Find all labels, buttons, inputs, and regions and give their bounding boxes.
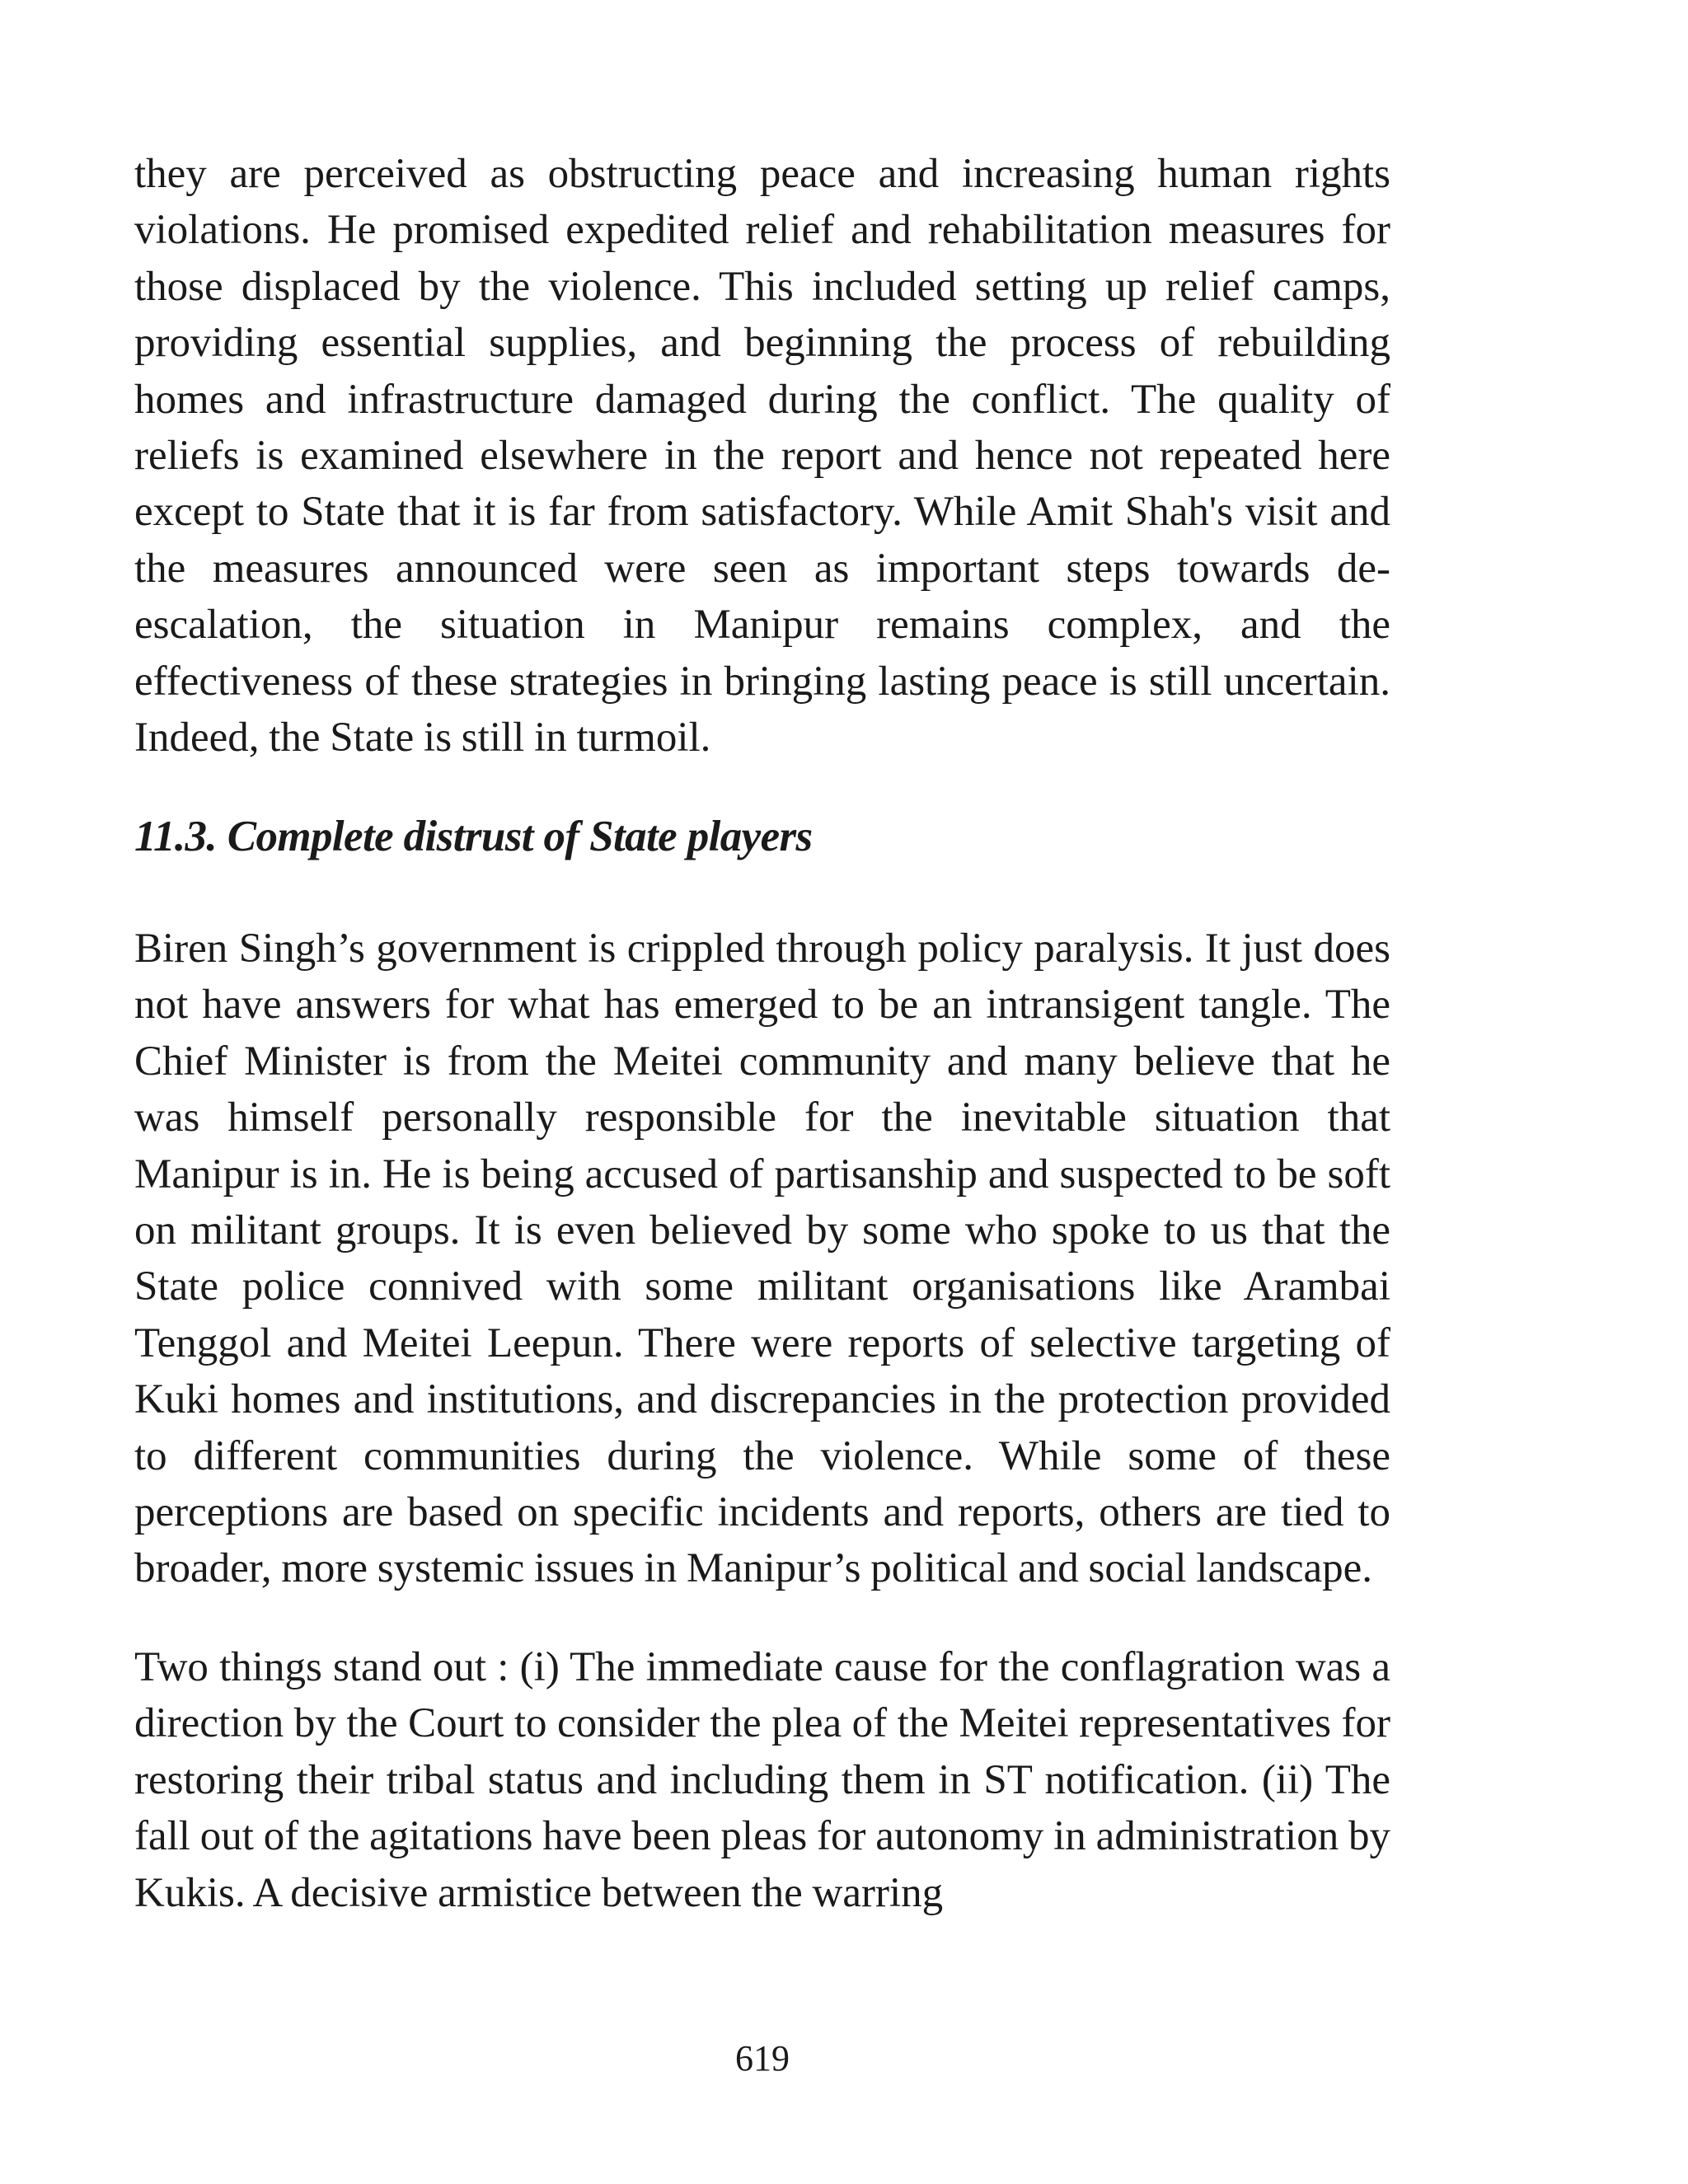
page-number: 619 — [735, 2038, 790, 2079]
section-heading: 11.3. Complete distrust of State players — [134, 813, 813, 860]
body-paragraph-biren-singh: Biren Singh’s government is crippled through policy paralysis. It just does not have answers for what has emerged to be an intransigent tangle. The Chief Minister is from the Meitei community and many believe that he was himself personally responsible for the inevitable situation that Manipur is in. He is being accused of partisanship and suspected to be soft on militant groups. It is even believed by some who spoke to us that the State police connived with some militant organisations like Arambai Tenggol and Meitei Leepun. There were reports of selective targeting of Kuki homes and institutions, and discrepancies in the protection provided to different communities during the violence. While some of these perceptions are based on specific incidents and reports, others are tied to broader, more systemic issues in Manipur’s political and social landscape. — [134, 926, 1390, 1592]
body-paragraph-two-things: Two things stand out : (i) The immediate cause for the conflagration was a direction by the Court to consider the plea of the Meitei representatives for restoring their tribal status and including them in ST notification. (ii) The fall out of the agitations have been pleas for autonomy in administration by Kukis. A decisive armistice between the warring — [134, 1644, 1390, 1916]
body-paragraph-intro: they are perceived as obstructing peace and increasing human rights violations. He promised expedited relief and rehabilitation measures for those displaced by the violence. This included setting up relief camps, providing essential supplies, and beginning the process of rebuilding homes and infrastructure damaged during the conflict. The quality of reliefs is examined elsewhere in the report and hence not repeated here except to State that it is far from satisfactory. While Amit Shah's visit and the measures announced were seen as important steps towards de-escalation, the situation in Manipur remains complex, and the effectiveness of these strategies in bringing lasting peace is still uncertain. Indeed, the State is still in turmoil. — [134, 151, 1390, 762]
